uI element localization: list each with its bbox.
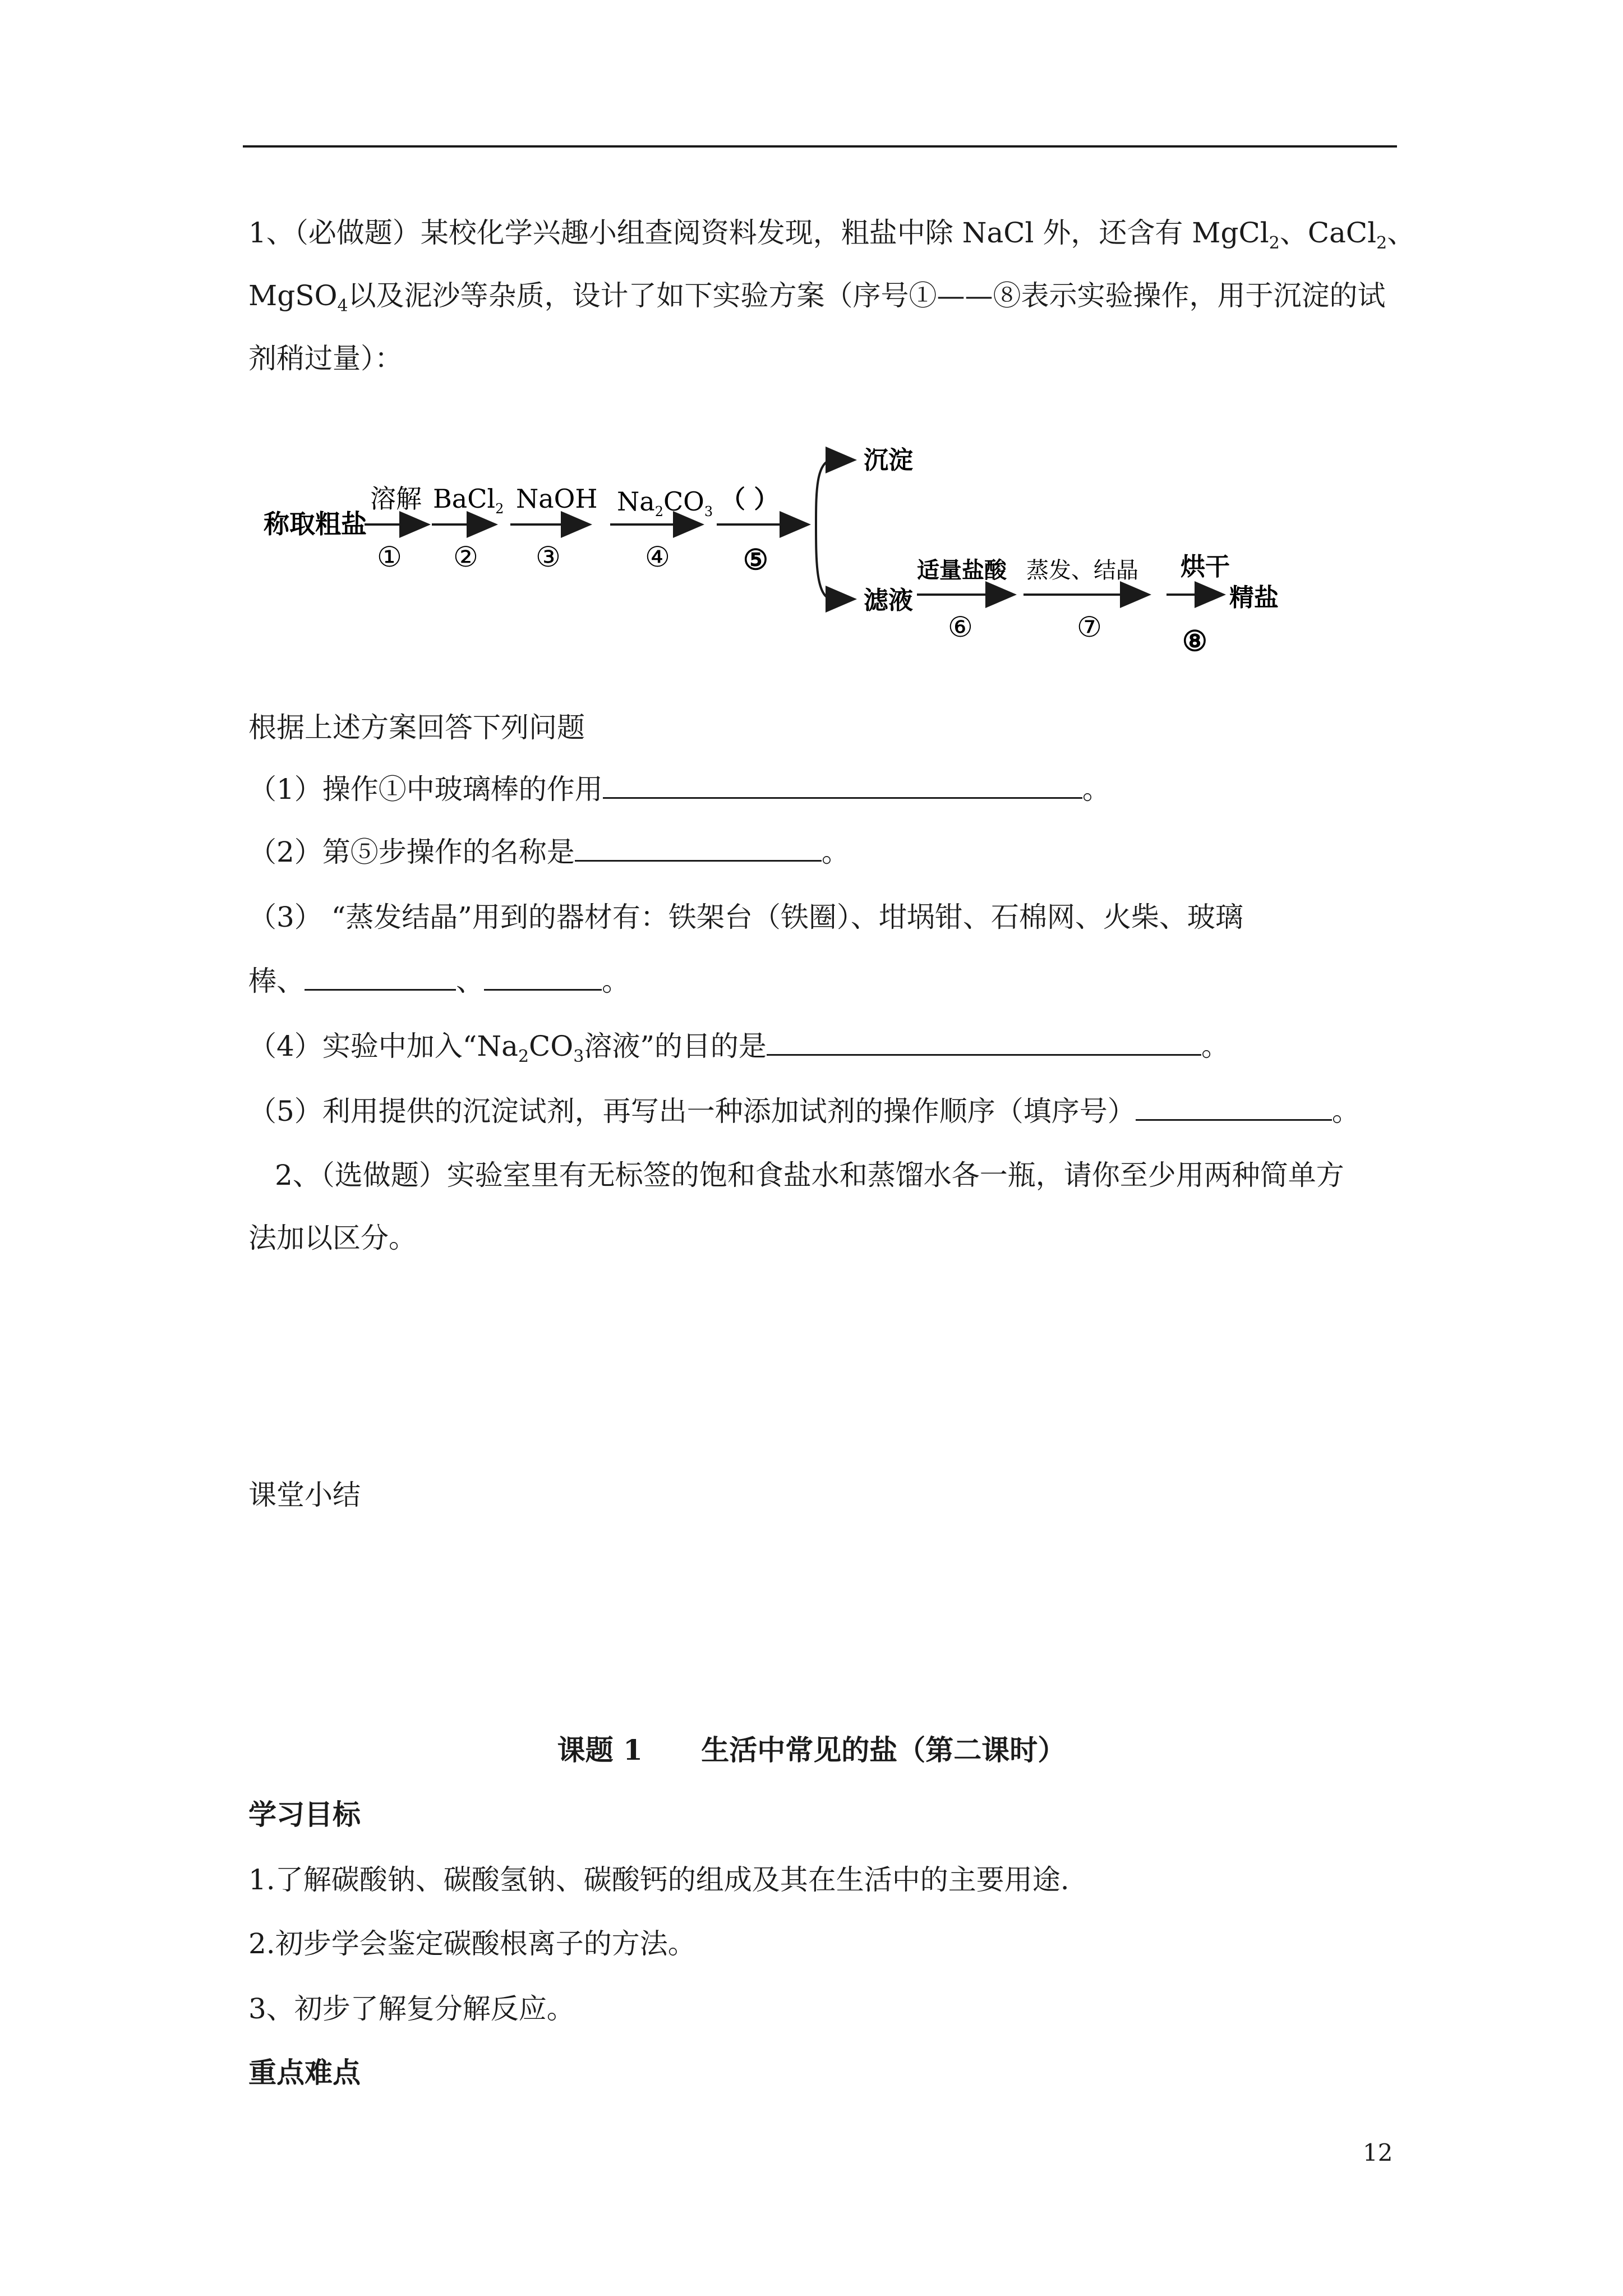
questions-intro: 根据上述方案回答下列问题 xyxy=(248,711,585,744)
question-4: （4）实验中加入“$Na_2CO_3$溶液”的目的是 。 xyxy=(248,1027,1229,1076)
flow-s5-num: ⑤ xyxy=(743,543,768,576)
answer-blank-2[interactable] xyxy=(575,833,822,862)
flow-s3-label: NaOH xyxy=(516,484,598,514)
question-3-line1: （3） “蒸发结晶”用到的器材有：铁架台（铁圈）、坩埚钳、石棉网、火柴、玻璃 xyxy=(248,901,1243,933)
flow-filtrate: 滤液 xyxy=(864,586,913,615)
lesson-title: 课题 1 生活中常见的盐（第二课时） xyxy=(557,1733,1066,1766)
question-3-line2: 棒、 、 。 xyxy=(248,961,630,1001)
flow-s3-num: ③ xyxy=(536,541,561,573)
objective-3: 3、初步了解复分解反应。 xyxy=(248,1993,575,2025)
answer-blank-4[interactable] xyxy=(767,1027,1201,1056)
flow-start: 称取粗盐 xyxy=(264,509,367,539)
class-summary-heading: 课堂小结 xyxy=(248,1479,361,1511)
question-1: （1）操作①中玻璃棒的作用 。 xyxy=(248,770,1110,809)
flow-s8-label: 烘干 xyxy=(1181,553,1230,581)
flow-s6-label: 适量盐酸 xyxy=(917,557,1007,583)
q2-line1: 2、（选做题）实验室里有无标签的饱和食盐水和蒸馏水各一瓶，请你至少用两种简单方 xyxy=(275,1159,1344,1191)
page-number: 12 xyxy=(1363,2139,1393,2166)
flow-s6-num: ⑥ xyxy=(948,611,973,643)
q1-line3: 剂稍过量）： xyxy=(248,342,403,375)
flow-s7-num: ⑦ xyxy=(1077,611,1102,643)
salt-purification-flowchart xyxy=(247,426,1312,684)
keypoints-heading: 重点难点 xyxy=(248,2056,361,2089)
flow-branch-down xyxy=(816,524,852,599)
flow-s7-label: 蒸发、结晶 xyxy=(1026,558,1138,583)
answer-blank-3a[interactable] xyxy=(305,962,456,991)
q1-line1: 1、（必做题）某校化学兴趣小组查阅资料发现，粗盐中除 NaCl 外，还含有 MgCl$_2$、CaCl$_2$、 xyxy=(248,217,1415,253)
answer-blank-5[interactable] xyxy=(1136,1092,1332,1121)
q2-line2: 法加以区分。 xyxy=(248,1222,417,1254)
objective-1: 1.了解碳酸钠、碳酸氢钠、碳酸钙的组成及其在生活中的主要用途. xyxy=(248,1864,1069,1896)
objectives-heading: 学习目标 xyxy=(248,1798,361,1831)
answer-blank-3b[interactable] xyxy=(484,962,602,991)
objective-2: 2.初步学会鉴定碳酸根离子的方法。 xyxy=(248,1927,696,1960)
flow-s1-label: 溶解 xyxy=(370,484,422,514)
flow-s4-label: $Na_2CO_3$ xyxy=(617,486,713,519)
flow-product: 精盐 xyxy=(1229,583,1279,612)
flow-s4-num: ④ xyxy=(645,541,670,573)
flow-s8-num: ⑧ xyxy=(1182,624,1207,657)
flow-precipitate: 沉淀 xyxy=(864,446,913,475)
flow-branch-up xyxy=(816,460,852,524)
flow-s2-label: BaCl$_2$ xyxy=(433,484,504,517)
q1-line2: MgSO$_4$以及泥沙等杂质，设计了如下实验方案（序号①——⑧表示实验操作，用于沉淀的试 xyxy=(248,279,1386,316)
answer-blank-1[interactable] xyxy=(603,770,1082,799)
header-rule xyxy=(243,145,1397,148)
question-2: （2）第⑤步操作的名称是 。 xyxy=(248,832,850,872)
question-5: （5）利用提供的沉淀试剂，再写出一种添加试剂的操作顺序（填序号） 。 xyxy=(248,1092,1360,1131)
flow-s1-num: ① xyxy=(377,541,402,573)
flow-s5-label: （ ） xyxy=(721,485,779,514)
flow-s2-num: ② xyxy=(453,541,478,573)
